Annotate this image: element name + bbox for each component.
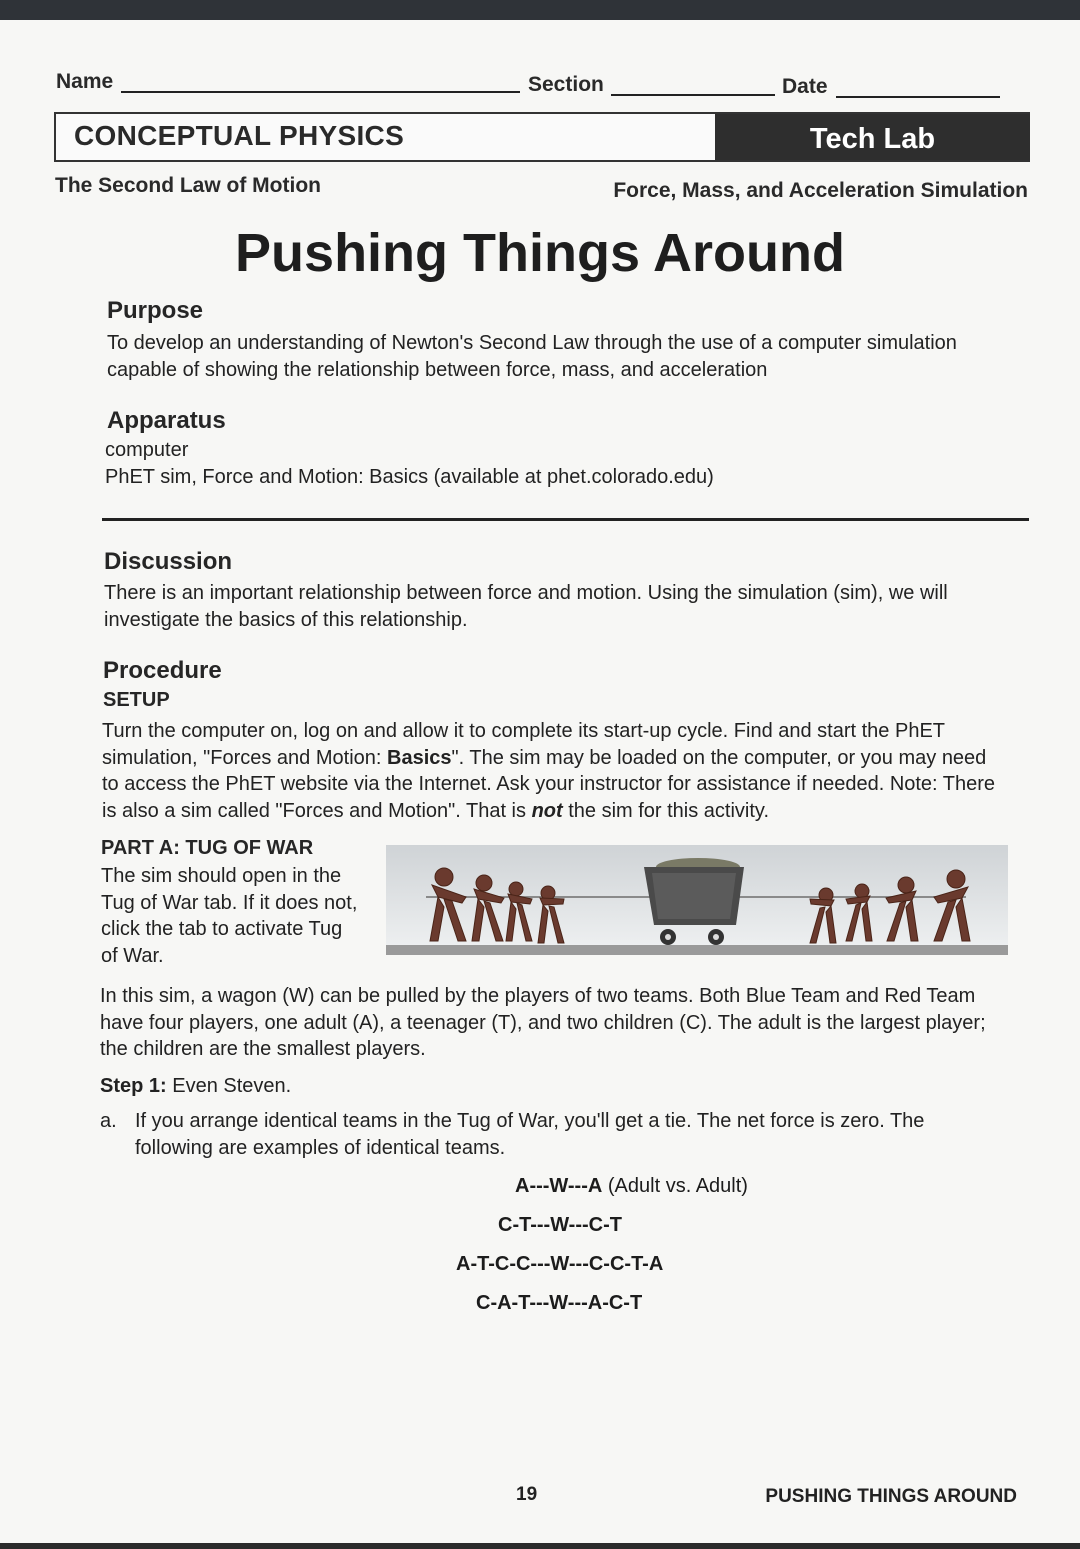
- scan-bottom-edge: [0, 1543, 1080, 1549]
- lab-type-badge: Tech Lab: [715, 114, 1030, 160]
- setup-emphasis-basics: Basics: [387, 746, 452, 769]
- purpose-heading: Purpose: [107, 297, 204, 324]
- setup-text-run: ". The sim may be loaded on the computer, or you may need: [451, 746, 987, 769]
- section-field[interactable]: [611, 94, 775, 96]
- part-a-intro: [101, 863, 357, 969]
- step1a-line: following are examples of identical teams.: [135, 1136, 506, 1159]
- name-label: Name: [56, 70, 114, 93]
- step1a-line: If you arrange identical teams in the Tug of War, you'll get a tie. The net force is zero. The: [135, 1110, 925, 1132]
- step1a-text: [135, 1108, 924, 1161]
- section-divider: [102, 518, 1029, 521]
- apparatus-heading: Apparatus: [107, 407, 226, 434]
- page-title: Pushing Things Around: [235, 223, 845, 283]
- part-a-heading: PART A: TUG OF WAR: [101, 837, 314, 859]
- discussion-line: investigate the basics of this relationship.: [104, 608, 468, 631]
- setup-line: Turn the computer on, log on and allow it to complete its start-up cycle. Find and start the PhET: [102, 720, 946, 742]
- setup-text-run: is also a sim called "Forces and Motion". That is: [102, 799, 532, 822]
- section-label: Section: [528, 73, 604, 96]
- date-label: Date: [782, 75, 828, 98]
- formula-teams: C-A-T---W---A-C-T: [476, 1292, 643, 1314]
- formula-teams: A-T-C-C---W---C-C-T-A: [456, 1253, 664, 1275]
- part-a-line: The sim should open in the: [101, 865, 342, 887]
- part-a-description: [100, 983, 986, 1063]
- name-field[interactable]: [121, 91, 520, 93]
- tug-of-war-illustration: [386, 845, 1008, 955]
- topic-title: Force, Mass, and Acceleration Simulation: [613, 179, 1028, 202]
- formula-teams: C-T---W---C-T: [498, 1214, 622, 1236]
- setup-line: to access the PhET website via the Internet. Ask your instructor for assistance if needed. Note: There: [102, 773, 996, 795]
- setup-emphasis-not: not: [531, 799, 563, 822]
- formula-note: (Adult vs. Adult): [602, 1175, 748, 1197]
- chapter-title: The Second Law of Motion: [55, 174, 321, 197]
- step1-line: [100, 1073, 291, 1100]
- description-line: In this sim, a wagon (W) can be pulled by the players of two teams. Both Blue Team and Red Team: [100, 985, 976, 1007]
- purpose-text: [107, 330, 957, 383]
- discussion-heading: Discussion: [104, 548, 233, 575]
- purpose-line: capable of showing the relationship between force, mass, and acceleration: [107, 358, 768, 381]
- discussion-text: [104, 580, 948, 633]
- setup-line: [102, 745, 995, 772]
- scan-top-edge: [0, 0, 1080, 20]
- apparatus-item: computer: [105, 439, 189, 461]
- description-line: the children are the smallest players.: [100, 1038, 426, 1060]
- purpose-line: To develop an understanding of Newton's Second Law through the use of a computer simulation: [107, 332, 957, 354]
- apparatus-item: PhET sim, Force and Motion: Basics (available at phet.colorado.edu): [105, 465, 714, 488]
- procedure-heading: Procedure: [103, 657, 222, 684]
- formula-row: [498, 1214, 622, 1237]
- part-a-line: Tug of War tab. If it does not,: [101, 891, 358, 914]
- formula-row: [456, 1253, 663, 1276]
- page-number: 19: [516, 1484, 538, 1505]
- formula-row: [515, 1175, 748, 1198]
- formula-row: [476, 1292, 642, 1315]
- formula-teams: A---W---A: [515, 1175, 603, 1197]
- step1a-marker: a.: [100, 1110, 117, 1132]
- running-title: PUSHING THINGS AROUND: [765, 1486, 1017, 1507]
- description-line: have four players, one adult (A), a teenager (T), and two children (C). The adult is the largest player;: [100, 1011, 986, 1034]
- part-a-line: click the tab to activate Tug: [101, 918, 343, 940]
- part-a-line: of War.: [101, 944, 164, 967]
- setup-text-run: simulation, "Forces and Motion:: [102, 746, 387, 769]
- ground: [386, 945, 1008, 955]
- course-banner: [54, 112, 1030, 162]
- apparatus-list: [105, 437, 714, 490]
- date-field[interactable]: [836, 96, 1000, 98]
- course-title: CONCEPTUAL PHYSICS: [74, 120, 405, 151]
- step1-label: Step 1:: [100, 1075, 167, 1097]
- setup-text: [102, 718, 995, 824]
- setup-heading: SETUP: [103, 689, 170, 711]
- discussion-line: There is an important relationship between force and motion. Using the simulation (sim), we will: [104, 582, 948, 604]
- setup-text-run: the sim for this activity.: [562, 799, 770, 822]
- step1-text: Even Steven.: [166, 1075, 292, 1097]
- setup-line: [102, 798, 995, 825]
